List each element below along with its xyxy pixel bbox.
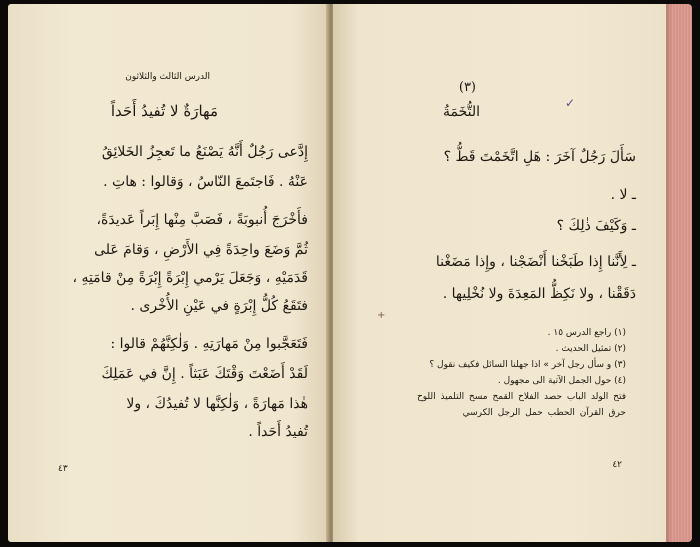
exercise-line: (٢) تمثيل الحديث .: [555, 344, 626, 354]
paragraph-line: تُفيدُ أَحَداً .: [248, 424, 308, 440]
exercise-line: (٤) حول الجمل الآتية الى مجهول .: [497, 376, 626, 386]
paragraph-line: هٰذا مَهارَةً ، وَلٰكِنَّها لا تُفيدُكَ ، ولا: [126, 396, 308, 412]
dialogue-line: ـ لا .: [610, 187, 636, 203]
dialogue-line: سَأَلَ رَجُلٌ آخَرَ : هَلِ اتَّخَمْتَ قَطُّ ؟: [443, 149, 636, 165]
paragraph-line: إِدَّعى رَجُلٌ أَنَّهُ يَصْنَعُ ما تَعجِزُ الخَلائِقُ: [101, 144, 308, 160]
paragraph-line: فأَخْرَجَ أُنبوبَةً ، فَصَبَّ مِنْها إِبَراً عَديدَةً،: [96, 212, 308, 228]
pencil-mark-icon: +: [377, 310, 386, 321]
page-number: ٤٣: [58, 464, 68, 474]
open-book: [8, 4, 692, 542]
dialogue-line: دَقَقْنا ، ولا نَكِظُّ المَعِدَةَ ولا نُخْلِيها .: [442, 286, 636, 302]
paragraph-line: قَدَمَيْهِ ، وَجَعَلَ يَرْمي إِبْرَةً إِبْرَةً مِنْ قامَتِهِ ،: [72, 270, 308, 286]
paragraph-line: ثُمَّ وَضَعَ واحِدَةً فِي الأَرْضِ ، وَقامَ عَلى: [94, 242, 308, 258]
page-number: ٤٢: [612, 460, 622, 470]
exercise-line: (١) راجع الدرس ١٥ .: [547, 328, 626, 338]
exercise-line: فتح الولد الباب حصد الفلاح القمح مسح التلميذ اللوح: [416, 392, 626, 402]
paragraph-line: فَتَعَجَّبوا مِنْ مَهارَتِهِ . وَلٰكِنَّهُمْ قالوا :: [110, 336, 308, 352]
checkmark-icon: ✓: [564, 96, 575, 110]
page-edges-shadow: [666, 4, 672, 542]
dialogue-line: ـ وَكَيْفَ ذٰلِكَ ؟: [556, 218, 636, 234]
paragraph-line: لَقَدْ أَضَعْتَ وَقْتَكَ عَبَثاً . إِنَّ في عَمَلِكَ: [101, 366, 308, 382]
paragraph-line: عَنْهُ . فَاجتَمعَ النّاسُ ، وَقالوا : هاتِ .: [103, 174, 308, 190]
lesson-title: مَهارَةٌ لا تُفيدُ أَحَداً: [110, 102, 218, 120]
paragraph-line: فتَقَعُ كُلُّ إِبْرَةٍ في عَيْنِ الأُخْرى .: [130, 298, 308, 314]
left-page: [8, 4, 330, 542]
exercise-line: حرق القرآن الحطب حمل الرجل الكرسي: [462, 408, 626, 418]
exercise-line: (٣) و سأل رجل آخر » اذا جهلنا السائل فكيف نقول ؟: [429, 360, 626, 370]
lesson-number: (٣): [458, 80, 476, 95]
running-header: الدرس الثالث والثلاثون: [125, 72, 210, 82]
right-page: [333, 4, 666, 542]
dialogue-line: ـ لِأَنَّنا إِذا طَبَخْنا أَنْضَجْنا ، وإِذا مَضَغْنا: [435, 254, 636, 270]
lesson-title: التُّخَمَةُ: [442, 104, 480, 120]
